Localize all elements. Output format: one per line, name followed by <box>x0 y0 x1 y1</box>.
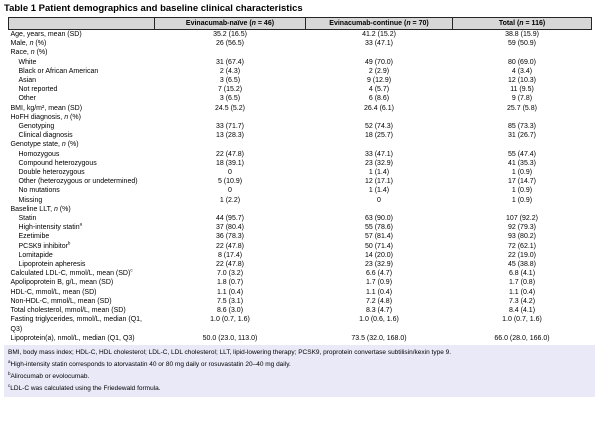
table-row <box>9 76 592 85</box>
row-label: Other <box>18 95 37 103</box>
row-label: White <box>18 58 37 66</box>
cell-value: 0 <box>377 196 381 204</box>
cell-value: 50.0 (23.0, 113.0) <box>202 334 258 342</box>
table-row <box>9 306 592 315</box>
cell-value <box>306 205 453 214</box>
table-row <box>9 242 592 251</box>
cell-value: 22 (19.0) <box>507 251 537 259</box>
cell-value: 1.0 (0.7, 1.6) <box>502 316 542 324</box>
cell-value: 31 (67.4) <box>215 58 245 66</box>
cell-value <box>453 140 592 149</box>
cell-value: 24.5 (5.2) <box>215 104 245 112</box>
cell-value: 66.0 (28.0, 166.0) <box>494 334 550 342</box>
cell-value: 7.2 (4.8) <box>365 297 393 305</box>
cell-value: 22 (47.8) <box>215 242 245 250</box>
cell-value: 22 (47.8) <box>215 150 245 158</box>
row-label: Baseline LLT, n (%) <box>10 205 71 213</box>
cell-value: 107 (92.2) <box>506 215 538 223</box>
table-row <box>9 297 592 306</box>
cell-value: 41 (35.3) <box>507 159 537 167</box>
cell-value: 1.7 (0.9) <box>365 279 393 287</box>
cell-value: 8.3 (4.7) <box>365 307 393 315</box>
row-label: PCSK9 inhibitor$^b$ <box>18 240 71 250</box>
cell-value: 26.4 (6.1) <box>364 104 394 112</box>
table-row <box>9 186 592 195</box>
cell-value <box>306 113 453 122</box>
cell-value: 0 <box>228 169 232 177</box>
footnote-b: $^b$Alirocumab or evolocumab. <box>8 370 90 381</box>
cell-value <box>155 48 306 57</box>
cell-value: 35.2 (16.5) <box>213 31 247 38</box>
row-label: Statin <box>18 215 37 223</box>
table-row <box>9 334 592 343</box>
cell-value: 49 (70.0) <box>364 58 394 66</box>
cell-value: 85 (73.3) <box>507 123 537 131</box>
row-label: Ezetimibe <box>18 233 50 241</box>
row-label: Genotype state, n (%) <box>10 141 79 149</box>
row-label: Black or African American <box>18 67 99 75</box>
row-label: Asian <box>18 77 37 85</box>
row-label: Total cholesterol, mmol/L, mean (SD) <box>10 307 126 315</box>
row-label: Not reported <box>18 86 58 94</box>
cell-value: 6 (8.6) <box>368 95 390 103</box>
cell-value: 41.2 (15.2) <box>362 31 396 38</box>
row-label: Non-HDL-C, mmol/L, mean (SD) <box>10 297 112 305</box>
row-label: Compound heterozygous <box>18 159 97 167</box>
table-row <box>9 67 592 76</box>
cell-value: 33 (47.1) <box>364 150 394 158</box>
table-row <box>9 232 592 241</box>
row-label: Homozygous <box>18 150 60 158</box>
cell-value: 57 (81.4) <box>364 233 394 241</box>
cell-value: 14 (20.0) <box>364 251 394 259</box>
row-label: Race, n (%) <box>10 49 48 57</box>
row-label: Fasting triglycerides, mmol/L, median (Q1, Q3) <box>10 316 142 333</box>
cell-value: 1 (0.9) <box>511 196 533 204</box>
column-header-evinacumab-continue: Evinacumab-continue (n = 70) <box>306 18 453 30</box>
row-label: Double heterozygous <box>18 169 85 177</box>
cell-value: 7 (15.2) <box>217 86 243 94</box>
cell-value: 7.0 (3.2) <box>216 270 244 278</box>
cell-value: 37 (80.4) <box>215 224 245 232</box>
cell-value <box>155 140 306 149</box>
row-label: Age, years, mean (SD) <box>10 31 82 38</box>
cell-value: 25.7 (5.8) <box>507 104 537 112</box>
header-row <box>9 18 592 30</box>
table-row <box>9 159 592 168</box>
cell-value: 38.8 (15.9) <box>505 31 539 38</box>
row-label: Lipoprotein(a), nmol/L, median (Q1, Q3) <box>10 334 135 342</box>
cell-value: 50 (71.4) <box>364 242 394 250</box>
row-label: HoFH diagnosis, n (%) <box>10 113 81 121</box>
row-label: Genotyping <box>18 123 55 131</box>
cell-value: 73.5 (32.0, 168.0) <box>351 334 407 342</box>
cell-value: 9 (12.9) <box>366 77 392 85</box>
cell-value <box>155 205 306 214</box>
cell-value: 1.0 (0.6, 1.6) <box>359 316 399 324</box>
table-row <box>9 58 592 67</box>
cell-value: 2 (4.3) <box>219 67 241 75</box>
row-label: Clinical diagnosis <box>18 132 73 140</box>
cell-value: 22 (47.8) <box>215 261 245 269</box>
table-row <box>9 85 592 94</box>
cell-value <box>155 113 306 122</box>
table-row <box>9 251 592 260</box>
cell-value <box>453 48 592 57</box>
cell-value: 8 (17.4) <box>217 251 243 259</box>
table-row <box>9 122 592 131</box>
row-label: Lomitapide <box>18 251 53 259</box>
cell-value: 92 (79.3) <box>507 224 537 232</box>
cell-value <box>306 140 453 149</box>
table-row <box>9 150 592 159</box>
cell-value: 8.6 (3.0) <box>216 307 244 315</box>
cell-value: 3 (6.5) <box>219 95 241 103</box>
cell-value: 1.0 (0.7, 1.6) <box>210 316 250 324</box>
row-label: Other (heterozygous or undetermined) <box>18 178 138 186</box>
cell-value: 6.8 (4.1) <box>508 270 536 278</box>
cell-value <box>453 205 592 214</box>
table-row <box>9 94 592 103</box>
cell-value: 26 (56.5) <box>215 40 245 48</box>
cell-value: 12 (17.1) <box>364 178 394 186</box>
footnote-a: $^a$High-intensity statin corresponds to atorvastatin 40 or 80 mg daily or rosuvastatin 20–40 mg daily. <box>8 358 291 369</box>
cell-value: 5 (10.9) <box>217 178 243 186</box>
cell-value: 45 (38.8) <box>507 261 537 269</box>
cell-value: 44 (95.7) <box>215 215 245 223</box>
table-row <box>9 48 592 57</box>
cell-value: 72 (62.1) <box>507 242 537 250</box>
cell-value: 33 (47.1) <box>364 40 394 48</box>
cell-value: 4 (3.4) <box>511 67 533 75</box>
table-body <box>9 30 592 343</box>
table-row <box>9 315 592 333</box>
row-label: Apolipoprotein B, g/L, mean (SD) <box>10 279 114 287</box>
table-row <box>9 205 592 214</box>
table-row <box>9 104 592 113</box>
cell-value: 13 (28.3) <box>215 132 245 140</box>
table-title: Table 1 Patient demographics and baseline clinical characteristics <box>4 3 303 14</box>
row-label: Lipoprotein apheresis <box>18 261 86 269</box>
cell-value: 3 (6.5) <box>219 77 241 85</box>
table-row <box>9 214 592 223</box>
table-header <box>9 18 592 30</box>
table-row <box>9 260 592 269</box>
table-row <box>9 39 592 48</box>
cell-value: 55 (47.4) <box>507 150 537 158</box>
cell-value: 59 (50.9) <box>507 40 537 48</box>
row-label: Calculated LDL-C, mmol/L, mean (SD)$^c$ <box>10 267 133 278</box>
table-row <box>9 177 592 186</box>
cell-value: 23 (32.9) <box>364 261 394 269</box>
demographics-table <box>8 17 592 343</box>
column-header-evinacumab-naive: Evinacumab-naïve (n = 46) <box>155 18 306 30</box>
row-label: No mutations <box>18 187 60 195</box>
cell-value: 1.1 (0.4) <box>216 288 244 296</box>
cell-value: 11 (9.5) <box>510 86 534 94</box>
cell-value: 1 (0.9) <box>511 169 533 177</box>
table-row <box>9 269 592 278</box>
table-row <box>9 223 592 232</box>
table-row <box>9 278 592 287</box>
cell-value: 55 (78.6) <box>364 224 394 232</box>
cell-value: 31 (26.7) <box>507 132 537 140</box>
cell-value: 12 (10.3) <box>507 77 537 85</box>
cell-value: 6.6 (4.7) <box>365 270 393 278</box>
cell-value: 36 (78.3) <box>215 233 245 241</box>
footnote-c: $^c$LDL-C was calculated using the Friedewald formula. <box>8 382 161 392</box>
table-row <box>9 140 592 149</box>
cell-value: 52 (74.3) <box>364 123 394 131</box>
cell-value: 1 (2.2) <box>219 196 241 204</box>
table-row <box>9 196 592 205</box>
cell-value: 7.3 (4.2) <box>508 297 536 305</box>
cell-value: 1.1 (0.4) <box>508 288 536 296</box>
column-header-characteristic <box>9 18 155 30</box>
cell-value <box>453 113 592 122</box>
cell-value: 17 (14.7) <box>507 178 537 186</box>
cell-value: 1 (0.9) <box>511 187 533 195</box>
table-row <box>9 113 592 122</box>
table-row <box>9 30 592 40</box>
cell-value: 1 (1.4) <box>368 187 390 195</box>
cell-value: 18 (39.1) <box>215 159 245 167</box>
cell-value: 4 (5.7) <box>368 86 390 94</box>
cell-value: 8.4 (4.1) <box>508 307 536 315</box>
table-row <box>9 131 592 140</box>
cell-value: 18 (25.7) <box>364 132 394 140</box>
cell-value: 23 (32.9) <box>364 159 394 167</box>
cell-value: 9 (7.8) <box>511 95 533 103</box>
cell-value: 1.1 (0.4) <box>365 288 393 296</box>
table-row <box>9 288 592 297</box>
cell-value: 1 (1.4) <box>368 169 390 177</box>
footnote-abbreviations: BMI, body mass index; HDL-C, HDL cholesterol; LDL-C, LDL cholesterol; LLT, lipid-lowering therapy; PCSK9, proprotein convertase subtilisin/kexin type 9. <box>8 349 452 357</box>
cell-value: 1.8 (0.7) <box>216 279 244 287</box>
cell-value: 0 <box>228 187 232 195</box>
cell-value: 80 (69.0) <box>507 58 537 66</box>
cell-value <box>306 48 453 57</box>
cell-value: 63 (90.0) <box>364 215 394 223</box>
footnotes <box>4 345 595 397</box>
cell-value: 33 (71.7) <box>215 123 245 131</box>
row-label: High-intensity statin$^a$ <box>18 221 83 232</box>
row-label: HDL-C, mmol/L, mean (SD) <box>10 288 97 296</box>
cell-value: 2 (2.9) <box>368 67 390 75</box>
cell-value: 7.5 (3.1) <box>216 297 244 305</box>
row-label: Male, n (%) <box>10 40 47 48</box>
column-header-total: Total (n = 116) <box>453 18 592 30</box>
row-label: Missing <box>18 196 43 204</box>
table-row <box>9 168 592 177</box>
cell-value: 1.7 (0.8) <box>508 279 536 287</box>
cell-value: 93 (80.2) <box>507 233 537 241</box>
row-label: BMI, kg/m², mean (SD) <box>10 104 83 112</box>
